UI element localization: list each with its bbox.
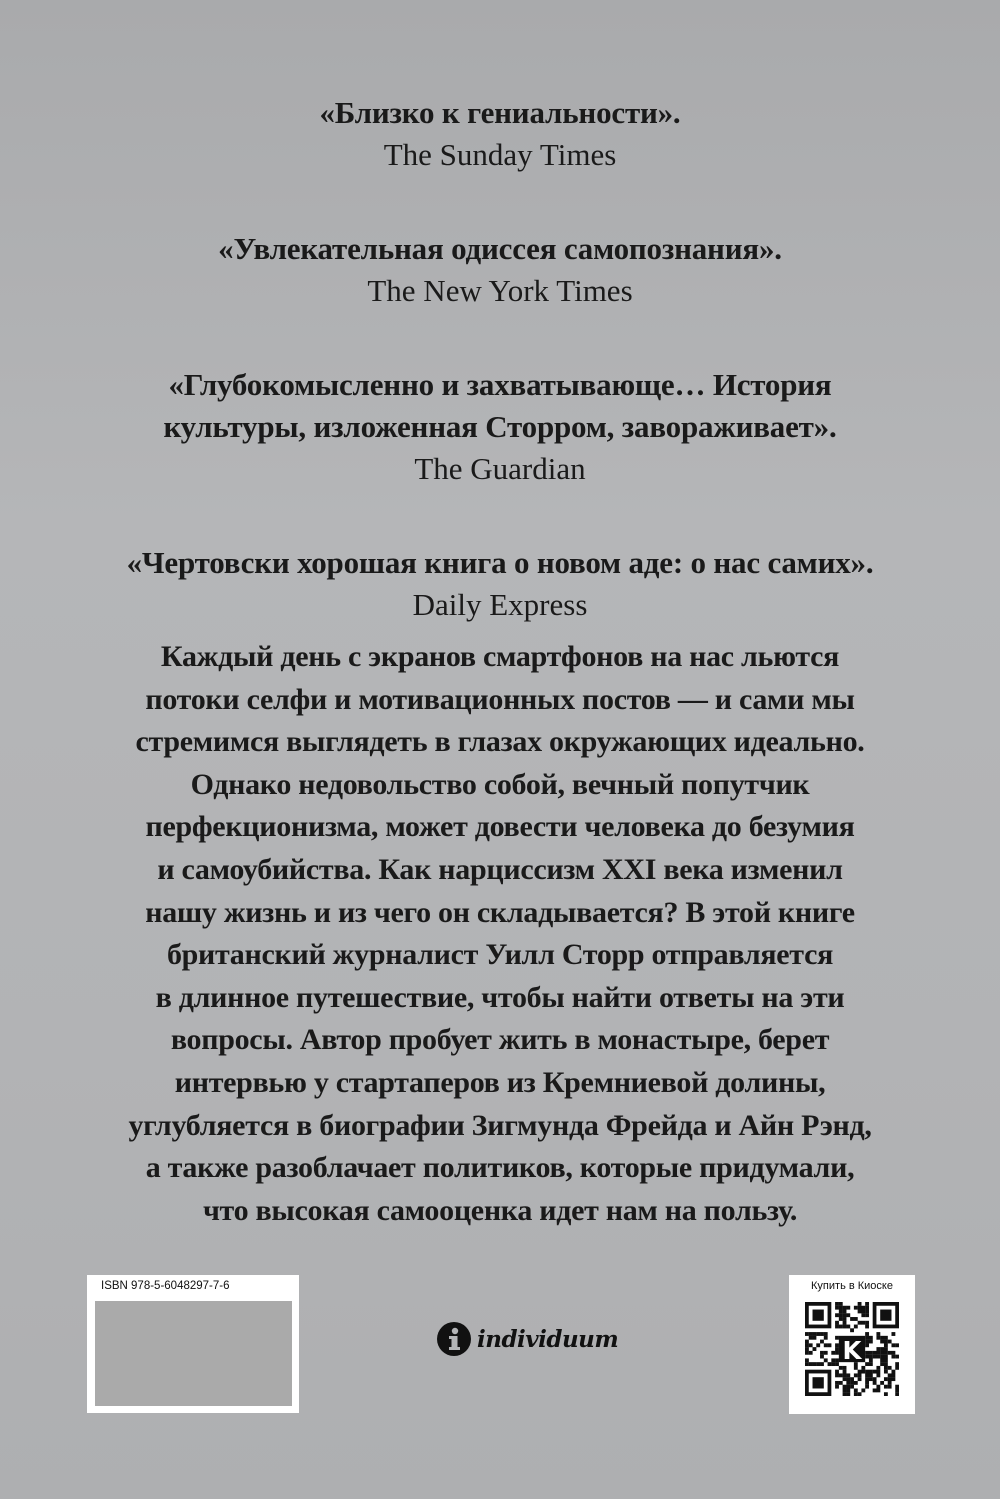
publisher-logo xyxy=(437,1322,618,1356)
description-line: а также разоблачает политиков, которые придумали, xyxy=(145,1151,855,1185)
description-line: потоки селфи и мотивационных постов — и сами мы xyxy=(145,682,855,716)
description-line: стремимся выглядеть в глазах окружающих идеально. xyxy=(135,725,865,759)
description-line: интервью у стартаперов из Кремниевой долины, xyxy=(174,1065,826,1099)
isbn-number: ISBN 978-5-6048297-7-6 xyxy=(101,1280,230,1292)
isbn-barcode-panel xyxy=(87,1275,299,1413)
quote-2 xyxy=(0,228,1000,312)
quote-text: культуры, изложенная Сторром, завораживает». xyxy=(163,409,837,444)
quote-source: The Guardian xyxy=(414,451,586,486)
publisher-name: individuum xyxy=(477,1325,619,1353)
qr-panel xyxy=(789,1275,915,1414)
book-description xyxy=(90,636,910,1232)
description-line: перфекционизма, может довести человека до безумия xyxy=(145,810,855,844)
quote-source: The Sunday Times xyxy=(383,137,617,172)
description-line: нашу жизнь и из чего он складывается? В этой книге xyxy=(145,895,855,929)
qr-label: Купить в Киоске xyxy=(811,1280,893,1292)
quote-text: «Увлекательная одиссея самопознания». xyxy=(218,231,782,266)
qr-code[interactable] xyxy=(805,1302,899,1396)
description-line: и самоубийства. Как нарциссизм XXI века изменил xyxy=(157,852,843,886)
quote-4 xyxy=(0,542,1000,626)
quote-1 xyxy=(0,92,1000,176)
quote-source: The New York Times xyxy=(367,273,633,308)
quote-source: Daily Express xyxy=(412,587,588,622)
quote-text: «Глубокомысленно и захватывающе… История xyxy=(168,367,832,402)
individuum-logo-icon xyxy=(437,1322,471,1356)
description-line: Однако недовольство собой, вечный попутчик xyxy=(190,767,810,801)
quote-3 xyxy=(0,364,1000,490)
description-line: Каждый день с экранов смартфонов на нас льются xyxy=(160,640,840,673)
description-line: британский журналист Уилл Сторр отправляется xyxy=(166,938,834,972)
quote-text: «Чертовски хорошая книга о новом аде: о нас самих». xyxy=(126,545,874,580)
quote-text: «Близко к гениальности». xyxy=(319,95,681,130)
qr-center-letter: K xyxy=(842,1335,862,1365)
description-line: вопросы. Автор пробует жить в монастыре, берет xyxy=(170,1023,830,1057)
description-line: в длинное путешествие, чтобы найти ответы на эти xyxy=(155,980,845,1014)
description-line: что высокая самооценка идет нам на пользу. xyxy=(202,1193,798,1227)
description-line: углубляется в биографии Зигмунда Фрейда и Айн Рэнд, xyxy=(128,1108,872,1142)
quotes-block xyxy=(0,92,1000,678)
barcode xyxy=(95,1301,292,1406)
